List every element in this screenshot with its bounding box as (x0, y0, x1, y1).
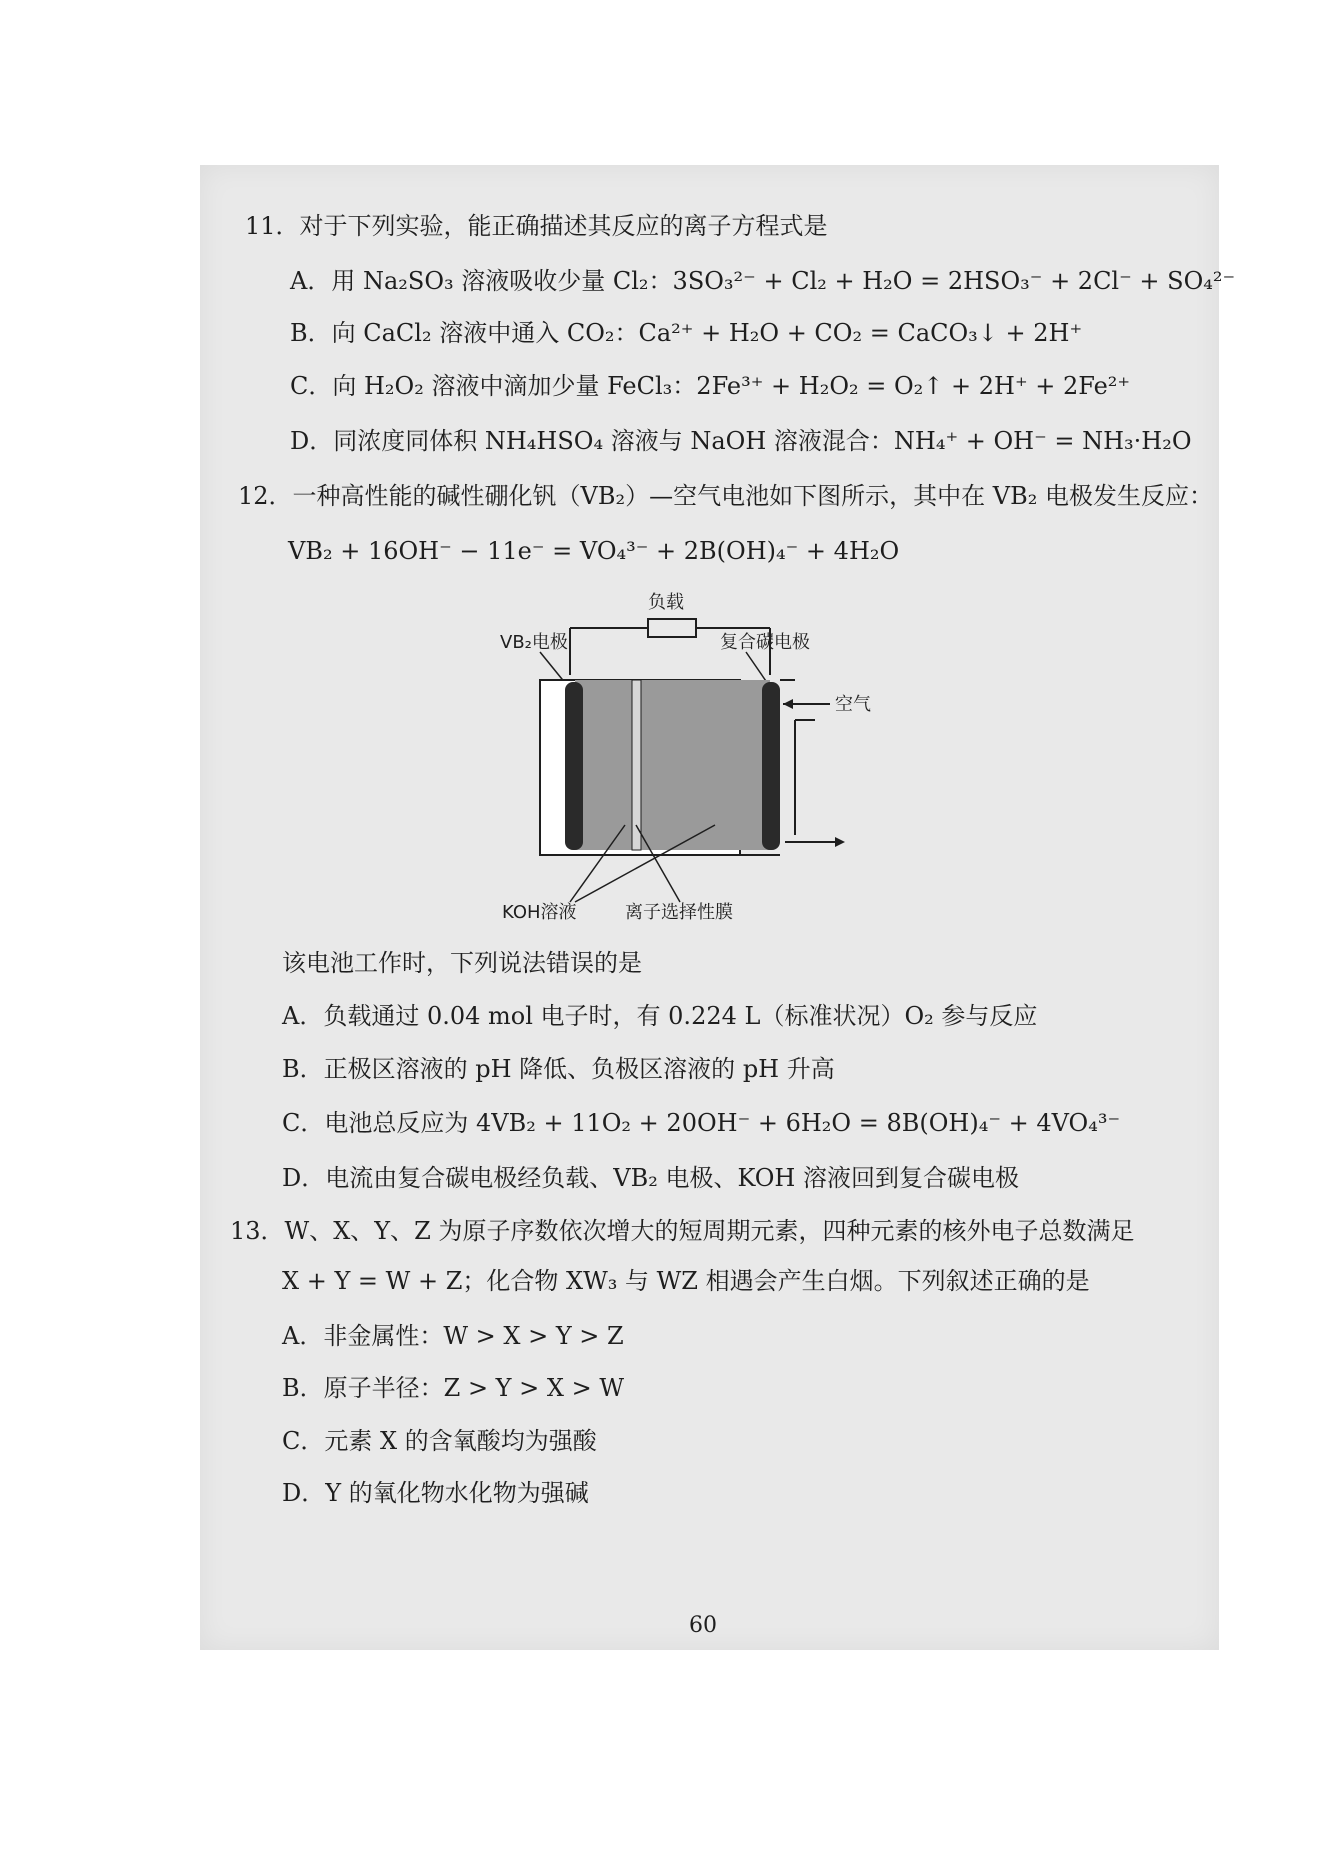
load-resistor (648, 619, 696, 637)
q11-option-c: C．向 H₂O₂ 溶液中滴加少量 FeCl₃：2Fe³⁺ + H₂O₂ = O₂↑ + 2H⁺ + 2Fe²⁺ (290, 372, 1131, 400)
carbon-electrode (762, 682, 780, 850)
ion-membrane (632, 680, 641, 850)
membrane-label: 离子选择性膜 (625, 902, 733, 920)
q13-option-a: A．非金属性：W > X > Y > Z (282, 1322, 624, 1350)
page-number: 60 (689, 1613, 717, 1638)
q12-option-d: D．电流由复合碳电极经负载、VB₂ 电极、KOH 溶液回到复合碳电极 (282, 1164, 1019, 1192)
air-label: 空气 (835, 694, 871, 715)
vb2-electrode-label: VB₂电极 (500, 632, 568, 653)
q11-option-d: D．同浓度同体积 NH₄HSO₄ 溶液与 NaOH 溶液混合：NH₄⁺ + OH⁻ = NH₃·H₂O (290, 427, 1192, 455)
exam-page (200, 165, 1236, 1650)
q13-stem-line1: 13．W、X、Y、Z 为原子序数依次增大的短周期元素，四种元素的核外电子总数满足 (230, 1217, 1135, 1245)
electrolyte (575, 680, 770, 850)
q11-option-b: B．向 CaCl₂ 溶液中通入 CO₂：Ca²⁺ + H₂O + CO₂ = CaCO₃↓ + 2H⁺ (290, 319, 1083, 347)
vb2-electrode (565, 682, 583, 850)
koh-label: KOH溶液 (502, 902, 577, 920)
q12-equation: VB₂ + 16OH⁻ − 11e⁻ = VO₄³⁻ + 2B(OH)₄⁻ + 4H₂O (288, 537, 900, 565)
q13-stem-line2: X + Y = W + Z；化合物 XW₃ 与 WZ 相遇会产生白烟。下列叙述正确的是 (282, 1267, 1090, 1295)
q12-question: 该电池工作时，下列说法错误的是 (282, 949, 642, 977)
carbon-pointer (746, 652, 768, 684)
air-in-arrowhead (783, 699, 793, 709)
q12-option-a: A．负载通过 0.04 mol 电子时，有 0.224 L（标准状况）O₂ 参与反应 (282, 1002, 1038, 1030)
q13-option-b: B．原子半径：Z > Y > X > W (282, 1374, 625, 1402)
q13-option-d: D．Y 的氧化物水化物为强碱 (282, 1479, 589, 1507)
carbon-electrode-label: 复合碳电极 (720, 632, 810, 653)
air-out-arrowhead (835, 837, 845, 847)
load-label: 负载 (648, 592, 684, 613)
q11-option-a: A．用 Na₂SO₃ 溶液吸收少量 Cl₂：3SO₃²⁻ + Cl₂ + H₂O = 2HSO₃⁻ + 2Cl⁻ + SO₄²⁻ (290, 267, 1236, 295)
q11-stem: 11．对于下列实验，能正确描述其反应的离子方程式是 (245, 212, 828, 240)
q12-stem: 12．一种高性能的碱性硼化钒（VB₂）—空气电池如下图所示，其中在 VB₂ 电极发生反应： (238, 482, 1213, 510)
q12-option-c: C．电池总反应为 4VB₂ + 11O₂ + 20OH⁻ + 6H₂O = 8B(OH)₄⁻ + 4VO₄³⁻ (282, 1109, 1121, 1137)
battery-diagram (500, 580, 880, 920)
q13-option-c: C．元素 X 的含氧酸均为强酸 (282, 1427, 597, 1455)
q12-option-b: B．正极区溶液的 pH 降低、负极区溶液的 pH 升高 (282, 1055, 835, 1083)
